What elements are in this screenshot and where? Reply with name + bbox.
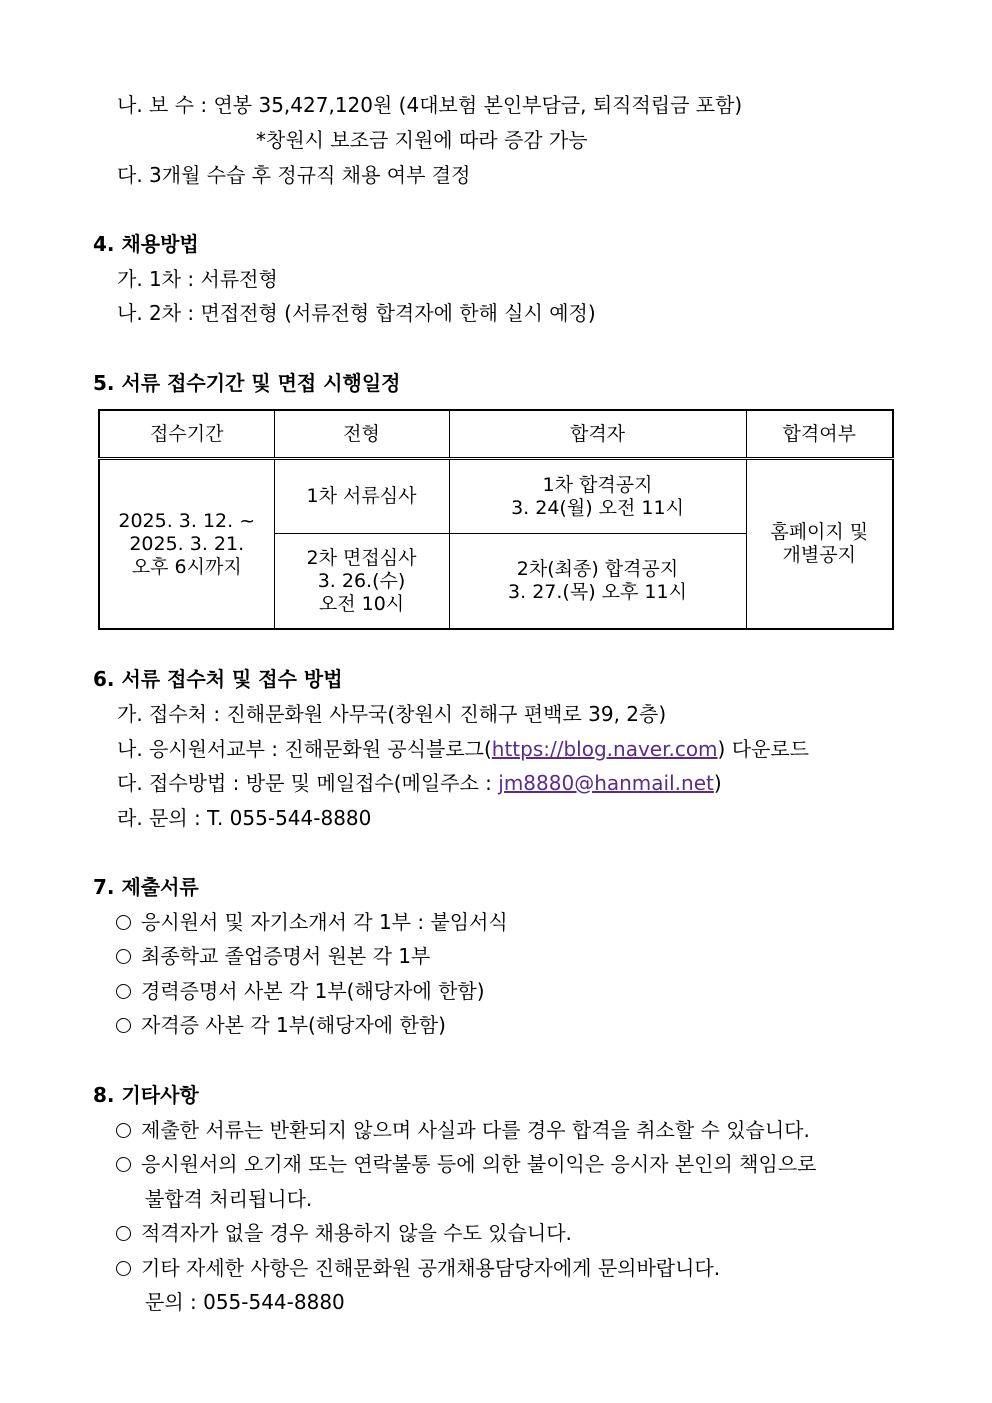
bullet-circle-icon: [116, 1261, 131, 1276]
schedule-header-row: [99, 410, 893, 459]
stage-2-line-2: 3. 26.(수): [317, 569, 406, 592]
schedule-table: [98, 409, 894, 630]
sec8-item-1-text: 제출한 서류는 반환되지 않으며 사실과 다를 경우 합격을 취소할 수 있습니다.: [141, 1118, 810, 1142]
sec8-item-4: [116, 1256, 720, 1280]
probation-line: 다. 3개월 수습 후 정규직 채용 여부 결정: [117, 163, 471, 187]
result-1-line-2: 3. 24(월) 오전 11시: [511, 496, 684, 519]
email-link[interactable]: jm8880@hanmail.net: [498, 771, 714, 795]
header-period: 접수기간: [99, 410, 274, 459]
sec7-item-2-text: 최종학교 졸업증명서 원본 각 1부: [141, 944, 431, 968]
distribution-suffix: ) 다운로드: [717, 737, 809, 761]
bullet-circle-icon: [116, 1157, 131, 1172]
sec6-place: 가. 접수처 : 진해문화원 사무국(창원시 진해구 편백로 39, 2층): [117, 702, 667, 726]
schedule-row-1: [99, 459, 893, 534]
sec7-item-1: [116, 910, 508, 934]
sec8-item-3: [116, 1221, 572, 1245]
result-2-line-2: 3. 27.(목) 오후 11시: [508, 581, 687, 603]
method-suffix: ): [713, 771, 722, 795]
distribution-prefix: 나. 응시원서교부 : 진해문화원 공식블로그(: [117, 737, 492, 761]
sec7-item-2: [116, 944, 430, 968]
bullet-circle-icon: [116, 915, 131, 930]
period-line-1: 2025. 3. 12. ~: [118, 509, 256, 532]
sec6-distribution: [117, 737, 809, 761]
section-8-title: 8. 기타사항: [93, 1083, 199, 1107]
period-line-3: 오후 6시까지: [131, 555, 242, 578]
sec8-item-2-text: 응시원서의 오기재 또는 연락불통 등에 의한 불이익은 응시자 본인의 책임으로: [141, 1152, 817, 1176]
stage-1-cell: 1차 서류심사: [274, 459, 449, 534]
bullet-circle-icon: [116, 984, 131, 999]
sec6-contact: 라. 문의 : T. 055-544-8880: [117, 806, 372, 830]
sec7-item-4-text: 자격증 사본 각 1부(해당자에 한함): [141, 1013, 446, 1037]
blog-link[interactable]: https://blog.naver.com: [491, 737, 718, 761]
period-cell: [99, 459, 274, 630]
header-pass: 합격여부: [746, 410, 893, 459]
section-7-title: 7. 제출서류: [93, 875, 199, 899]
pay-note: *창원시 보조금 지원에 따라 증감 가능: [256, 128, 588, 152]
sec4-item-1: 가. 1차 : 서류전형: [117, 267, 278, 291]
section-4-title: 4. 채용방법: [93, 232, 199, 256]
sec4-item-2: 나. 2차 : 면접전형 (서류전형 합격자에 한해 실시 예정): [117, 301, 596, 325]
stage-2-cell: [274, 534, 449, 630]
sec7-item-3: [116, 979, 485, 1003]
sec7-item-4: [116, 1013, 446, 1037]
period-line-2: 2025. 3. 21.: [129, 532, 245, 555]
sec7-item-3-text: 경력증명서 사본 각 1부(해당자에 한함): [141, 979, 485, 1003]
sec8-item-3-text: 적격자가 없을 경우 채용하지 않을 수도 있습니다.: [141, 1221, 572, 1245]
result-1-line-1: 1차 합격공지: [542, 473, 653, 496]
sec7-item-1-text: 응시원서 및 자기소개서 각 1부 : 붙임서식: [141, 910, 508, 934]
stage-2-line-3: 오전 10시: [318, 592, 405, 615]
bullet-circle-icon: [116, 1018, 131, 1033]
sec6-method: [117, 771, 722, 795]
sec8-item-4-text: 기타 자세한 사항은 진해문화원 공개채용담당자에게 문의바랍니다.: [141, 1256, 721, 1280]
sec8-item-1: [116, 1118, 810, 1142]
sec8-item-2: [116, 1152, 816, 1176]
section-6-title: 6. 서류 접수처 및 접수 방법: [93, 667, 343, 691]
notice-line-2: 개별공지: [782, 544, 856, 566]
sec8-item-2-cont: 불합격 처리됩니다.: [145, 1187, 313, 1211]
stage-2-line-1: 2차 면접심사: [306, 546, 417, 569]
notice-line-1: 홈페이지 및: [770, 521, 869, 543]
header-result: 합격자: [449, 410, 746, 459]
result-2-line-1: 2차(최종) 합격공지: [516, 558, 679, 580]
bullet-circle-icon: [116, 949, 131, 964]
section-5-title: 5. 서류 접수기간 및 면접 시행일정: [93, 371, 401, 395]
bullet-circle-icon: [116, 1123, 131, 1138]
notice-cell: [746, 459, 893, 630]
bullet-circle-icon: [116, 1226, 131, 1241]
sec8-item-4-cont: 문의 : 055-544-8880: [145, 1290, 345, 1314]
pay-line: 나. 보 수 : 연봉 35,427,120원 (4대보험 본인부담금, 퇴직적립금 포함): [117, 93, 743, 117]
result-1-cell: [449, 459, 746, 534]
method-prefix: 다. 접수방법 : 방문 및 메일접수(메일주소 :: [117, 771, 499, 795]
header-stage: 전형: [274, 410, 449, 459]
result-2-cell: [449, 534, 746, 630]
